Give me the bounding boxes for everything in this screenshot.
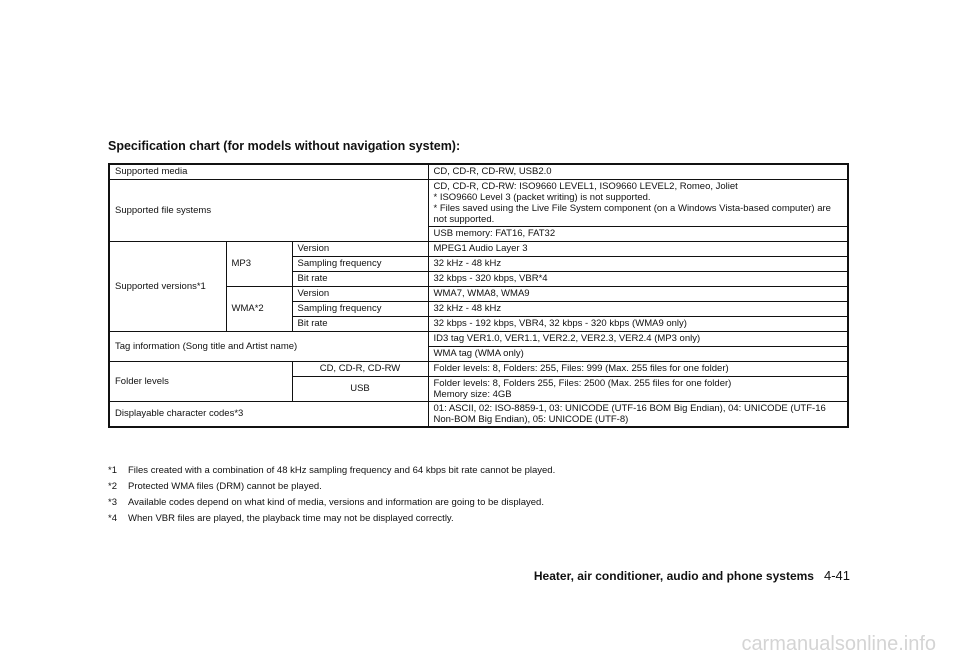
- folder-levels-label: Folder levels: [109, 361, 292, 401]
- section-title: Heater, air conditioner, audio and phone systems: [533, 569, 814, 583]
- supported-media-value: CD, CD-R, CD-RW, USB2.0: [428, 164, 848, 179]
- table-row: [109, 401, 848, 427]
- wma-version-name: Version: [292, 286, 428, 301]
- wma-sampling-value: 32 kHz - 48 kHz: [428, 301, 848, 316]
- versions-label: Supported versions*1: [109, 241, 226, 331]
- tag-info-value: ID3 tag VER1.0, VER1.1, VER2.2, VER2.3, VER2.4 (MP3 only): [428, 331, 848, 346]
- footnote-mark: *2: [108, 481, 117, 492]
- specification-table: [108, 163, 849, 428]
- page-number: 4-41: [823, 568, 850, 583]
- char-codes-line: Non-BOM Big Endian), 05: UNICODE (UTF-8): [433, 413, 629, 425]
- supported-media-label: Supported media: [109, 164, 428, 179]
- folder-levels-usb-line: Memory size: 4GB: [433, 388, 512, 400]
- table-row: [109, 179, 848, 226]
- footnote: [108, 495, 555, 511]
- char-codes-line: 01: ASCII, 02: ISO-8859-1, 03: UNICODE (UTF-16 BOM Big Endian), 04: UNICODE (UTF-16: [433, 402, 826, 414]
- footnote-text: Available codes depend on what kind of media, versions and information are going to be displayed.: [128, 497, 544, 508]
- footnote-text: Files created with a combination of 48 kHz sampling frequency and 64 kbps bit rate cannot be played.: [128, 465, 556, 476]
- mp3-version-name: Version: [292, 241, 428, 256]
- tag-info-label: Tag information (Song title and Artist name): [109, 331, 428, 361]
- file-systems-cd-line: * ISO9660 Level 3 (packet writing) is not supported.: [433, 191, 651, 203]
- mp3-sampling-value: 32 kHz - 48 kHz: [428, 256, 848, 271]
- footnote: [108, 479, 555, 495]
- wma-label: WMA*2: [226, 286, 292, 331]
- footnote-text: Protected WMA files (DRM) cannot be played.: [128, 481, 322, 492]
- wma-bitrate-value: 32 kbps - 192 kbps, VBR4, 32 kbps - 320 kbps (WMA9 only): [428, 316, 848, 331]
- mp3-sampling-name: Sampling frequency: [292, 256, 428, 271]
- folder-levels-usb-name: USB: [292, 376, 428, 401]
- file-systems-label: Supported file systems: [109, 179, 428, 241]
- wma-sampling-name: Sampling frequency: [292, 301, 428, 316]
- file-systems-cd-line: CD, CD-R, CD-RW: ISO9660 LEVEL1, ISO9660 LEVEL2, Romeo, Joliet: [433, 180, 738, 192]
- watermark: carmanualsonline.info: [741, 633, 936, 655]
- char-codes-label: Displayable character codes*3: [109, 401, 428, 427]
- tag-info-value: WMA tag (WMA only): [428, 346, 848, 361]
- wma-bitrate-name: Bit rate: [292, 316, 428, 331]
- mp3-label: MP3: [226, 241, 292, 286]
- file-systems-cd-line: * Files saved using the Live File System component (on a Windows Vista-based computer) are not supported.: [433, 202, 831, 225]
- footnotes: [108, 463, 555, 527]
- footnote-mark: *4: [108, 513, 117, 524]
- footnote-text: When VBR files are played, the playback time may not be displayed correctly.: [128, 513, 454, 524]
- footnote-mark: *3: [108, 497, 117, 508]
- table-row: [109, 361, 848, 376]
- mp3-bitrate-name: Bit rate: [292, 271, 428, 286]
- page-title: Specification chart (for models without navigation system):: [108, 139, 461, 153]
- mp3-bitrate-value: 32 kbps - 320 kbps, VBR*4: [428, 271, 848, 286]
- table-row: [109, 241, 848, 256]
- folder-levels-usb-line: Folder levels: 8, Folders 255, Files: 2500 (Max. 255 files for one folder): [433, 377, 732, 389]
- footnote: [108, 511, 555, 527]
- table-row: [109, 164, 848, 179]
- folder-levels-cd-name: CD, CD-R, CD-RW: [292, 361, 428, 376]
- file-systems-cd-value: [428, 179, 848, 226]
- table-row: [109, 331, 848, 346]
- footnote: [108, 463, 555, 479]
- footnote-mark: *1: [108, 465, 117, 476]
- page-footer: [534, 568, 850, 583]
- char-codes-value: [428, 401, 848, 427]
- folder-levels-usb-value: [428, 376, 848, 401]
- wma-version-value: WMA7, WMA8, WMA9: [428, 286, 848, 301]
- mp3-version-value: MPEG1 Audio Layer 3: [428, 241, 848, 256]
- folder-levels-cd-value: Folder levels: 8, Folders: 255, Files: 999 (Max. 255 files for one folder): [428, 361, 848, 376]
- file-systems-usb-value: USB memory: FAT16, FAT32: [428, 226, 848, 241]
